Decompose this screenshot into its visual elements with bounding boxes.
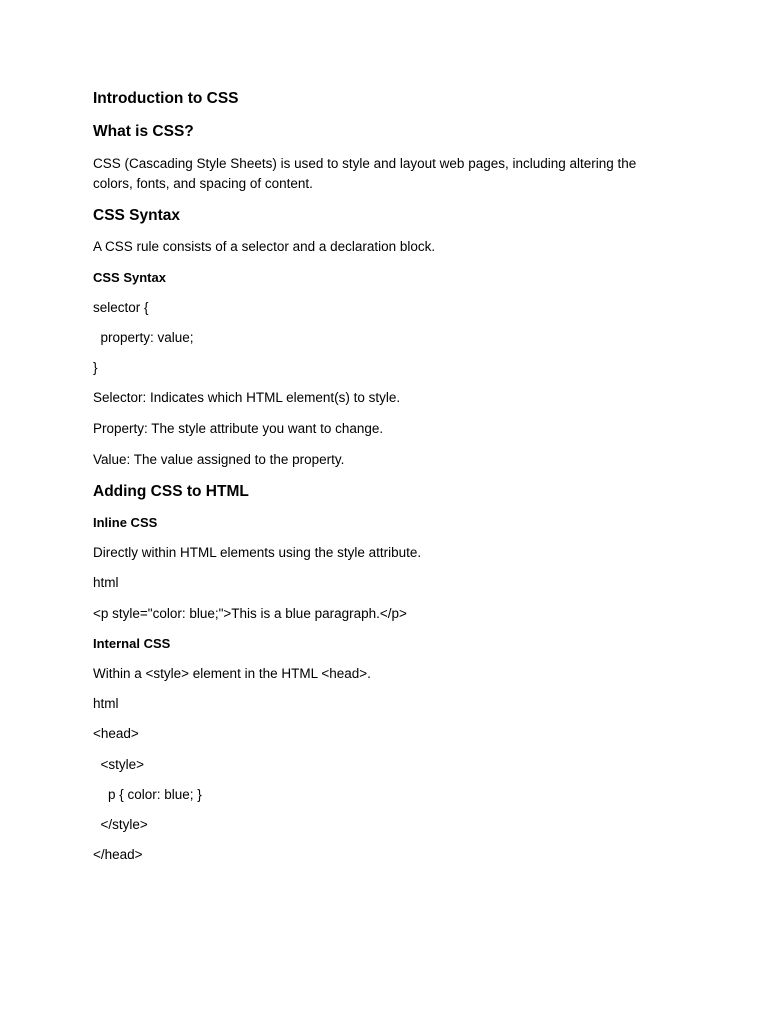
code-line: }: [93, 360, 98, 375]
code-language-label: html: [93, 696, 119, 711]
code-language-label: html: [93, 575, 119, 590]
subheading-css-syntax: CSS Syntax: [93, 270, 166, 285]
note-value: Value: The value assigned to the property.: [93, 452, 345, 467]
paragraph-inline-description: Directly within HTML elements using the style attribute.: [93, 545, 422, 560]
code-line: p { color: blue; }: [93, 787, 202, 802]
code-line: property: value;: [93, 330, 194, 345]
code-line: </head>: [93, 847, 143, 862]
document-title: Introduction to CSS: [93, 90, 239, 107]
heading-adding-css: Adding CSS to HTML: [93, 483, 249, 500]
code-line: </style>: [93, 817, 148, 832]
paragraph-internal-description: Within a <style> element in the HTML <head>.: [93, 666, 371, 681]
code-line: <head>: [93, 726, 139, 741]
code-line: selector {: [93, 300, 149, 315]
paragraph-syntax-intro: A CSS rule consists of a selector and a declaration block.: [93, 239, 436, 254]
paragraph-what-is-css: CSS (Cascading Style Sheets) is used to style and layout web pages, including altering the colors, fonts, and spacing of content.: [93, 156, 637, 191]
subheading-internal-css: Internal CSS: [93, 636, 171, 651]
subheading-inline-css: Inline CSS: [93, 515, 158, 530]
code-line: <style>: [93, 757, 145, 772]
note-property: Property: The style attribute you want to change.: [93, 421, 384, 436]
heading-css-syntax: CSS Syntax: [93, 207, 181, 224]
code-line: <p style="color: blue;">This is a blue paragraph.</p>: [93, 606, 407, 621]
note-selector: Selector: Indicates which HTML element(s) to style.: [93, 390, 401, 405]
heading-what-is-css: What is CSS?: [93, 123, 194, 140]
